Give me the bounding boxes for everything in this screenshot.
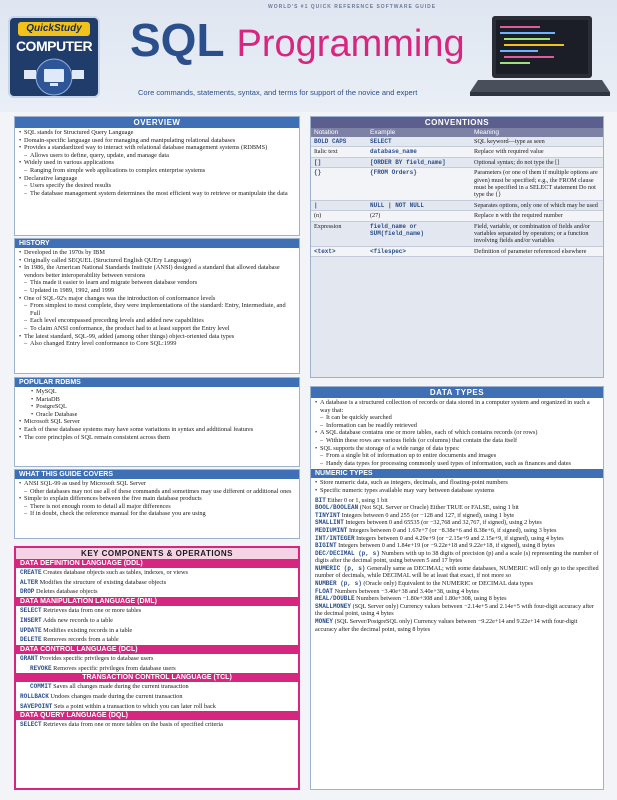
covers-item: – There is not enough room to detail all major differences xyxy=(19,503,295,511)
keyword: SELECT xyxy=(20,607,42,615)
keyword-description: Sets a point within a transaction to which you can later roll back xyxy=(52,702,216,710)
example-cell: field_name or SUM(field_name) xyxy=(367,221,471,246)
keyword: SAVEPOINT xyxy=(20,702,53,710)
numeric-type-row xyxy=(311,580,603,588)
data-types-item: – Within these rows are various fields (or columns) that contain the data itself xyxy=(315,437,599,445)
data-types-item: • SQL supports the storage of a wide range of data types: xyxy=(315,445,599,453)
numeric-type-row xyxy=(311,527,603,535)
notation-cell: Italic text xyxy=(311,147,367,157)
numeric-types-heading: NUMERIC TYPES xyxy=(311,469,603,478)
history-list xyxy=(15,248,299,350)
type-keyword: BOOL/BOOLEAN xyxy=(315,504,359,512)
keyword: COMMIT xyxy=(30,683,52,691)
keyword-description: Retrieves data from one or more tables on the basis of specified criteria xyxy=(41,721,223,729)
key-components-heading: KEY COMPONENTS & OPERATIONS xyxy=(16,548,298,559)
type-description: Integers between 0 and 1.84e+19 (or −9.22e+18 and 9.22e+18, if signed), using 8 bytes xyxy=(336,542,555,550)
overview-item: – The database management system determines the most efficient way to retrieve or manipulate the data xyxy=(19,190,295,198)
example-cell: NULL | NOT NULL xyxy=(367,200,471,210)
conventions-panel xyxy=(310,116,604,378)
data-types-heading: DATA TYPES xyxy=(311,387,603,398)
dml-list xyxy=(16,606,298,645)
ddl-row xyxy=(16,578,298,588)
type-keyword: FLOAT xyxy=(315,587,334,595)
keyword-description: Modifies the structure of existing database objects xyxy=(38,578,167,586)
tcl-heading: TRANSACTION CONTROL LANGUAGE (TCL) xyxy=(16,673,298,682)
keyword: CREATE xyxy=(20,569,42,576)
rdbms-item: • PostgreSQL xyxy=(19,403,295,411)
overview-list xyxy=(15,128,299,199)
meaning-cell: Parameters (or one of them if multiple options are given) must be specified; e.g., the FROM clause must be specified in a SELECT statement Do not type the {} xyxy=(471,168,603,201)
type-description: (SQL Server only) Currency values between −2.14e+5 and 2.14e+5 with four-digit accuracy after the decimal point, using 4 bytes xyxy=(315,602,594,618)
ddl-list xyxy=(16,568,298,597)
conventions-row xyxy=(311,221,603,246)
conventions-heading: CONVENTIONS xyxy=(311,117,603,128)
data-types-item: • A SQL database contains one or more tables, each of which contains records (or rows) xyxy=(315,429,599,437)
numeric-type-row xyxy=(311,512,603,520)
numeric-type-row xyxy=(311,504,603,512)
type-description: Integers between 0 and 65535 (or −32,768 and 32,767, if signed), using 2 bytes xyxy=(343,519,542,527)
overview-item: – Ranging from simple web applications to complex enterprise systems xyxy=(19,167,295,175)
numeric-type-row xyxy=(311,519,603,527)
keyword-description: Deletes database objects xyxy=(34,588,98,596)
data-types-item: – From a single bit of information up to entire documents and images xyxy=(315,452,599,460)
overview-item: • Declarative language xyxy=(19,175,295,183)
type-keyword: NUMBER (p, s) xyxy=(315,580,362,588)
example-cell: {FROM Orders} xyxy=(367,168,471,201)
numeric-type-row xyxy=(311,565,603,580)
conventions-row xyxy=(311,246,603,256)
title-sql: SQL xyxy=(130,14,224,66)
type-description: Either 0 or 1, using 1 bit xyxy=(325,496,388,504)
meaning-cell: Optional syntax; do not type the [] xyxy=(471,157,603,167)
tagline: WORLD'S #1 QUICK REFERENCE SOFTWARE GUIDE xyxy=(268,4,437,10)
type-keyword: BIT xyxy=(315,496,326,504)
popular-rdbms-list xyxy=(15,387,299,443)
covers-item: • ANSI SQL-99 as used by Microsoft SQL Server xyxy=(19,480,295,488)
keyword-description: Provides specific privileges to database users xyxy=(38,654,154,662)
keyword: ALTER xyxy=(20,578,39,586)
type-description: Numbers between −1.80e+308 and 1.80e+308, using 8 bytes xyxy=(354,595,507,603)
keyword-description: Adds new records to a table xyxy=(41,616,113,624)
type-description: Numbers between −3.40e+38 and 3.40e+38, using 4 bytes xyxy=(333,587,479,595)
meaning-cell: Replace n with the required number xyxy=(471,211,603,221)
history-item: – Updated in 1989, 1992, and 1999 xyxy=(19,287,295,295)
data-types-panel xyxy=(310,386,604,790)
tcl-row xyxy=(16,702,298,712)
history-item: • Developed in the 1970s by IBM xyxy=(19,249,295,257)
type-description: (Oracle only) Equivalent to the NUMERIC or DECIMAL data types xyxy=(361,580,534,588)
history-item: • One of SQL-92's major changes was the introduction of conformance levels xyxy=(19,295,295,303)
dql-list xyxy=(16,720,298,730)
keyword-description: Saves all changes made during the current transaction xyxy=(51,683,189,691)
keyword: ROLLBACK xyxy=(20,693,49,701)
conventions-row xyxy=(311,200,603,210)
type-keyword: INT/INTEGER xyxy=(315,534,355,542)
history-item: • In 1986, the American National Standards Institute (ANSI) designed a standard that allowed database vendors better interoperability between versions xyxy=(19,264,295,279)
conventions-row xyxy=(311,168,603,201)
history-item: – This made it easier to learn and migrate between database vendors xyxy=(19,279,295,287)
numeric-type-row xyxy=(311,603,603,618)
popular-rdbms-panel xyxy=(14,377,300,467)
history-item: • The latest standard, SQL-99, added (among other things) object-oriented data types xyxy=(19,333,295,341)
tcl-row xyxy=(16,682,298,692)
dml-row xyxy=(16,626,298,636)
ddl-heading: DATA DEFINITION LANGUAGE (DDL) xyxy=(16,559,298,568)
numeric-intro-item: • Specific numeric types available may vary between database systems xyxy=(315,487,599,495)
history-item: – To claim ANSI conformance, the product had to at least support the Entry level xyxy=(19,325,295,333)
keyword: UPDATE xyxy=(20,626,42,634)
numeric-type-row xyxy=(311,535,603,543)
type-keyword: SMALLMONEY xyxy=(315,602,352,610)
covers-item: • Simple to explain differences between the five main database products xyxy=(19,495,295,503)
meaning-cell: Separates options, only one of which may be used xyxy=(471,200,603,210)
tcl-row xyxy=(16,692,298,702)
title-programming: Programming xyxy=(236,23,465,65)
overview-item: • Provides a standardized way to interact with relational database management systems (RDBMS) xyxy=(19,144,295,152)
example-cell: [ORDER BY field_name] xyxy=(367,157,471,167)
meaning-cell: Definition of parameter referenced elsewhere xyxy=(471,246,603,256)
type-keyword: MEDIUMINT xyxy=(315,526,348,534)
overview-item: • Domain-specific language used for managing and manipulating relational databases xyxy=(19,137,295,145)
logo-main-text: COMPUTER xyxy=(15,38,93,54)
keyword: GRANT xyxy=(20,654,39,662)
guide-covers-heading: WHAT THIS GUIDE COVERS xyxy=(15,470,299,479)
keyword-description: Removes specific privileges from database users xyxy=(51,664,176,672)
rdbms-item: • Oracle Database xyxy=(19,411,295,419)
example-cell: SELECT xyxy=(367,137,471,147)
numeric-type-row xyxy=(311,550,603,565)
type-keyword: NUMERIC (p, s) xyxy=(315,564,366,572)
keyword-description: Creates database objects such as tables, indexes, or views xyxy=(41,569,188,576)
keyword-description: Retrieves data from one or more tables xyxy=(41,607,142,615)
conventions-table xyxy=(311,128,603,257)
rdbms-item: • The core principles of SQL remain consistent across them xyxy=(19,434,295,442)
history-item: – From simplest to most complete, they were implementations of the standard: Entry, Intermediate, and Full xyxy=(19,302,295,317)
history-item: – Each level encompassed preceding levels and added new capabilities xyxy=(19,317,295,325)
subtitle: Core commands, statements, syntax, and terms for support of the novice and expert xyxy=(138,88,418,97)
meaning-cell: Field, variable, or combination of fields and/or variables separated by operators; or a function involving fields and/or variables xyxy=(471,221,603,246)
conventions-row xyxy=(311,211,603,221)
dql-row xyxy=(16,720,298,730)
type-description: Generally same as DECIMAL; with some databases, NUMERIC will only go to the specified number of decimals, while DECIMAL will be at least that exact, if not more so xyxy=(315,564,599,580)
col-example: Example xyxy=(367,128,471,137)
keyword: DELETE xyxy=(20,636,42,644)
keyword: INSERT xyxy=(20,616,42,624)
dql-heading: DATA QUERY LANGUAGE (DQL) xyxy=(16,711,298,720)
notation-cell: BOLD CAPS xyxy=(311,137,367,147)
logo-top-text: QuickStudy xyxy=(18,22,90,36)
type-description: Numbers with up to 38 digits of precision (p) and a scale (s) representing the number of digits after the decimal point, using between 5 and 17 bytes xyxy=(315,549,599,565)
notation-cell: Expression xyxy=(311,221,367,246)
keyword-description: Modifies existing records in a table xyxy=(41,626,133,634)
meaning-cell: Replace with required value xyxy=(471,147,603,157)
type-keyword: REAL/DOUBLE xyxy=(315,595,355,603)
keyword: SELECT xyxy=(20,721,42,729)
data-types-item: • A database is a structured collection of records or data stored in a computer system and organized in such a way that: xyxy=(315,399,599,414)
notation-cell: [] xyxy=(311,157,367,167)
dml-row xyxy=(16,606,298,616)
notation-cell: (n) xyxy=(311,211,367,221)
history-panel xyxy=(14,238,300,374)
numeric-type-row xyxy=(311,542,603,550)
overview-item: • SQL stands for Structured Query Language xyxy=(19,129,295,137)
type-description: (SQL Server/PostgreSQL only) Currency values between −9.22e+14 and 9.22e+14 with four-digit accuracy after the decimal point, using 8 bytes xyxy=(315,618,578,633)
key-components-panel xyxy=(14,546,300,790)
rdbms-item: • Each of these database systems may have some variations in syntax and additional features xyxy=(19,426,295,434)
keyword: REVOKE xyxy=(30,664,52,672)
example-cell: <filespec> xyxy=(367,246,471,256)
computer-icons xyxy=(20,58,88,96)
popular-rdbms-heading: POPULAR RDBMS xyxy=(15,378,299,387)
meaning-cell: SQL keyword—type as seen xyxy=(471,137,603,147)
numeric-type-row xyxy=(311,588,603,596)
type-description: (Not SQL Server or Oracle) Either TRUE or FALSE, using 1 bit xyxy=(358,504,519,512)
numeric-types-list xyxy=(311,497,603,634)
numeric-type-row xyxy=(311,618,603,633)
dml-row xyxy=(16,616,298,626)
numeric-intro-item: • Store numeric data, such as integers, decimals, and floating-point numbers xyxy=(315,479,599,487)
data-types-list xyxy=(311,398,603,469)
covers-item: – If in doubt, check the reference manual for the database you are using xyxy=(19,510,295,518)
history-item: • Originally called SEQUEL (Structured English QUEry Language) xyxy=(19,257,295,265)
col-meaning: Meaning xyxy=(471,128,603,137)
dml-row xyxy=(16,635,298,645)
conventions-row xyxy=(311,157,603,167)
keyword-description: Removes records from a table xyxy=(41,636,119,644)
rdbms-item: • Microsoft SQL Server xyxy=(19,418,295,426)
laptop-icon xyxy=(470,12,610,98)
type-keyword: SMALLINT xyxy=(315,519,344,527)
overview-item: – Users specify the desired results xyxy=(19,182,295,190)
notation-cell: <text> xyxy=(311,246,367,256)
history-item: – Also changed Entry level conformance to Core SQL:1999 xyxy=(19,340,295,348)
data-types-item: – Handy data types for processing commonly used types of information, such as finances and dates xyxy=(315,460,599,468)
notation-cell: | xyxy=(311,200,367,210)
covers-item: – Other databases may not use all of these commands and sometimes may use different or additional ones xyxy=(19,488,295,496)
keyword-description: Undoes changes made during the current transaction xyxy=(48,693,183,701)
col-notation: Notation xyxy=(311,128,367,137)
type-description: Integers between 0 and 4.29e+9 (or −2.15e+9 and 2.15e+9, if signed), using 4 bytes xyxy=(354,534,564,542)
history-heading: HISTORY xyxy=(15,239,299,248)
dcl-row xyxy=(16,664,298,674)
page-title xyxy=(130,14,465,70)
conventions-row xyxy=(311,147,603,157)
ddl-row xyxy=(16,568,298,578)
notation-cell: {} xyxy=(311,168,367,201)
overview-panel xyxy=(14,116,300,236)
dcl-heading: DATA CONTROL LANGUAGE (DCL) xyxy=(16,645,298,654)
type-description: Integers between 0 and 1.67e+7 (or −8.38e+6 and 8.38e+6, if signed), using 3 bytes xyxy=(347,526,557,534)
conventions-row xyxy=(311,137,603,147)
rdbms-item: • MariaDB xyxy=(19,396,295,404)
type-keyword: TINYINT xyxy=(315,511,341,519)
numeric-types-intro xyxy=(311,478,603,496)
guide-covers-panel xyxy=(14,469,300,539)
type-keyword: MONEY xyxy=(315,618,334,626)
data-types-item: – It can be quickly searched xyxy=(315,414,599,422)
overview-item: – Allows users to define, query, update, and manage data xyxy=(19,152,295,160)
dml-heading: DATA MANIPULATION LANGUAGE (DML) xyxy=(16,597,298,606)
rdbms-item: • MySQL xyxy=(19,388,295,396)
numeric-type-row xyxy=(311,497,603,505)
guide-covers-list xyxy=(15,479,299,520)
ddl-row xyxy=(16,587,298,597)
type-keyword: BIGINT xyxy=(315,542,337,550)
type-description: Integers between 0 and 255 (or −128 and 127, if signed), using 1 byte xyxy=(340,511,515,519)
overview-heading: OVERVIEW xyxy=(15,117,299,128)
overview-item: • Widely used in various applications xyxy=(19,159,295,167)
quickstudy-logo xyxy=(8,16,100,98)
example-cell: (27) xyxy=(367,211,471,221)
type-keyword: DEC/DECIMAL (p, s) xyxy=(315,549,380,557)
keyword: DROP xyxy=(20,588,35,596)
data-types-item: – Information can be readily retrieved xyxy=(315,422,599,430)
example-cell: database_name xyxy=(367,147,471,157)
dcl-row xyxy=(16,654,298,664)
dcl-list xyxy=(16,654,298,673)
tcl-list xyxy=(16,682,298,711)
numeric-type-row xyxy=(311,595,603,603)
header xyxy=(0,0,617,112)
